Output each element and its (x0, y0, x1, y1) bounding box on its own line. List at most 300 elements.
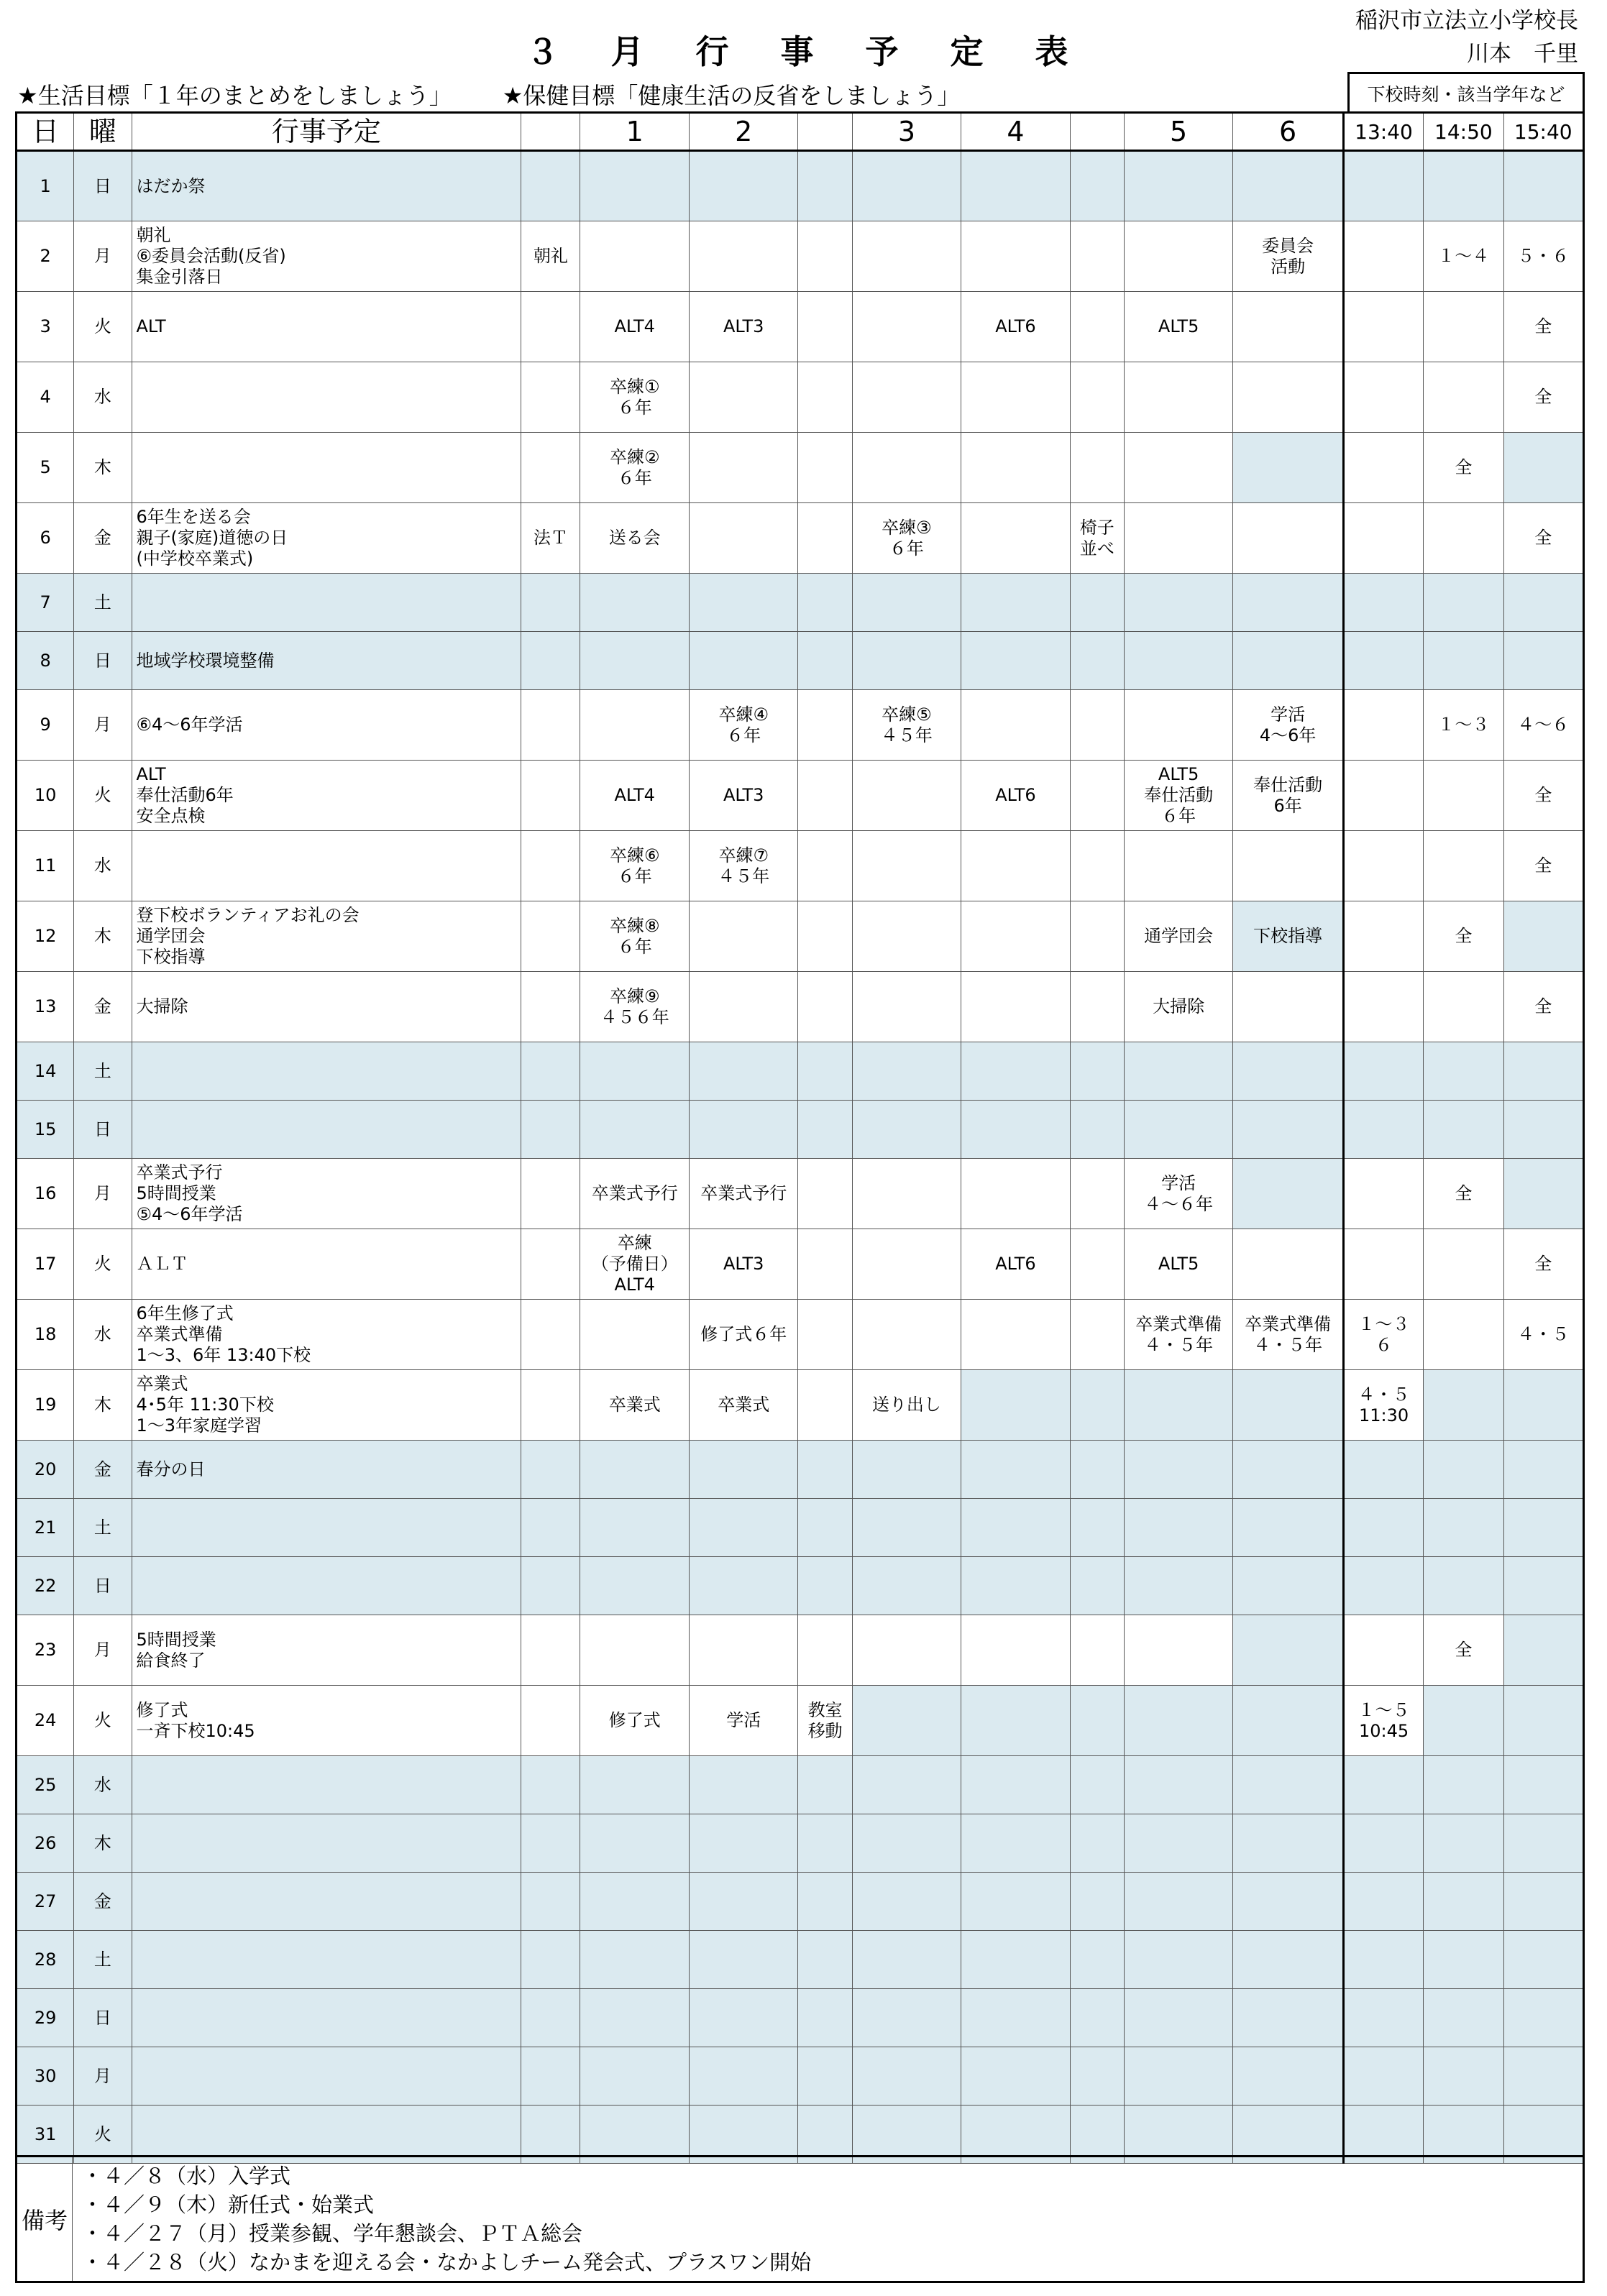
slot-p2 (689, 632, 797, 690)
table-row (17, 1756, 1584, 1814)
day-cell: 21 (17, 1499, 74, 1557)
slot-p5 (1124, 632, 1232, 690)
slot-p4 (961, 1499, 1070, 1557)
weekday-cell: 水 (74, 362, 132, 433)
weekday-cell: 金 (74, 503, 132, 574)
slot-p1 (580, 2047, 689, 2106)
header-period-5: 5 (1124, 113, 1232, 151)
slot-p4b (1070, 1229, 1124, 1300)
slot-t2 (1424, 1557, 1503, 1615)
weekday-cell: 土 (74, 1931, 132, 1989)
slot-p6 (1233, 433, 1343, 503)
slot-p4b (1070, 831, 1124, 901)
slot-p4b (1070, 362, 1124, 433)
note-item: ・４／２７（月）授業参観、学年懇談会、ＰＴＡ総会 (82, 2221, 583, 2246)
slot-p2b (798, 1499, 852, 1557)
slot-t2 (1424, 574, 1503, 632)
slot-pre (521, 1557, 580, 1615)
event-cell (132, 1873, 521, 1931)
slot-p3 (852, 1229, 961, 1300)
slot-p5: 大掃除 (1124, 972, 1232, 1042)
slot-t3: 全 (1503, 972, 1583, 1042)
slot-t3: 全 (1503, 1229, 1583, 1300)
table-row (17, 1931, 1584, 1989)
slot-p1 (580, 1441, 689, 1499)
slot-p5 (1124, 1873, 1232, 1931)
day-cell: 30 (17, 2047, 74, 2106)
slot-t3 (1503, 2047, 1583, 2106)
slot-t3: ４・５ (1503, 1300, 1583, 1370)
slot-t1: １～５ 10:45 (1343, 1686, 1423, 1756)
table-row (17, 831, 1584, 901)
slot-p3 (852, 632, 961, 690)
slot-t1 (1343, 1931, 1423, 1989)
slot-p4b (1070, 632, 1124, 690)
day-cell: 7 (17, 574, 74, 632)
slot-t2 (1424, 1756, 1503, 1814)
event-cell (132, 1042, 521, 1101)
slot-t2: 全 (1424, 1159, 1503, 1229)
day-cell: 27 (17, 1873, 74, 1931)
slot-p6 (1233, 1229, 1343, 1300)
slot-p6 (1233, 1686, 1343, 1756)
day-cell: 8 (17, 632, 74, 690)
monthly-goals (17, 78, 1010, 111)
slot-t1 (1343, 901, 1423, 972)
school-name: 稲沢市立法立小学校長 (1355, 8, 1578, 34)
slot-p2b (798, 1159, 852, 1229)
note-item: ・４／８（水）入学式 (82, 2164, 291, 2188)
day-cell: 4 (17, 362, 74, 433)
header-period-3: 3 (852, 113, 961, 151)
slot-p6: 委員会 活動 (1233, 221, 1343, 292)
notes-section (15, 2155, 1585, 2283)
day-cell: 24 (17, 1686, 74, 1756)
table-row (17, 1159, 1584, 1229)
slot-p4 (961, 1370, 1070, 1441)
slot-t3 (1503, 1814, 1583, 1873)
slot-t3 (1503, 1686, 1583, 1756)
table-row (17, 1989, 1584, 2047)
slot-p6 (1233, 1499, 1343, 1557)
slot-p3 (852, 1042, 961, 1101)
slot-t3: 全 (1503, 503, 1583, 574)
table-row (17, 690, 1584, 761)
slot-p2b (798, 433, 852, 503)
slot-p4 (961, 221, 1070, 292)
slot-p6 (1233, 972, 1343, 1042)
day-cell: 2 (17, 221, 74, 292)
slot-t2 (1424, 503, 1503, 574)
slot-p2: 卒練④ ６年 (689, 690, 797, 761)
event-cell: 卒業式予行 5時間授業 ⑤4～6年学活 (132, 1159, 521, 1229)
slot-t2: 全 (1424, 901, 1503, 972)
slot-t2 (1424, 1370, 1503, 1441)
slot-p5: 学活 ４～６年 (1124, 1159, 1232, 1229)
slot-p2 (689, 1756, 797, 1814)
slot-p2b (798, 1441, 852, 1499)
slot-t1 (1343, 632, 1423, 690)
slot-p4b (1070, 574, 1124, 632)
slot-p4b (1070, 1615, 1124, 1686)
slot-p1: 送る会 (580, 503, 689, 574)
slot-t1 (1343, 1042, 1423, 1101)
table-row (17, 1101, 1584, 1159)
slot-t1: １～３ ６ (1343, 1300, 1423, 1370)
table-row (17, 433, 1584, 503)
slot-p4b (1070, 1159, 1124, 1229)
table-row (17, 221, 1584, 292)
day-cell: 22 (17, 1557, 74, 1615)
table-row (17, 901, 1584, 972)
header-period-6: 6 (1233, 113, 1343, 151)
day-cell: 10 (17, 761, 74, 831)
slot-p1 (580, 1042, 689, 1101)
slot-p3: 卒練⑤ ４５年 (852, 690, 961, 761)
slot-p2 (689, 503, 797, 574)
slot-p1 (580, 632, 689, 690)
slot-pre (521, 1441, 580, 1499)
page-title: ３ 月 行 事 予 定 表 (526, 32, 1089, 71)
slot-t2 (1424, 292, 1503, 362)
event-cell: 卒業式 4･5年 11:30下校 1～3年家庭学習 (132, 1370, 521, 1441)
dismissal-time-label: 下校時刻・該当学年など (1347, 72, 1585, 112)
slot-p5 (1124, 503, 1232, 574)
slot-p1: ALT4 (580, 761, 689, 831)
slot-p4 (961, 574, 1070, 632)
day-cell: 12 (17, 901, 74, 972)
slot-p3 (852, 433, 961, 503)
header-break-4 (1070, 113, 1124, 151)
slot-t1 (1343, 574, 1423, 632)
slot-p3 (852, 151, 961, 221)
slot-p2b (798, 221, 852, 292)
slot-p4 (961, 1042, 1070, 1101)
slot-pre (521, 2047, 580, 2106)
slot-p2b (798, 1229, 852, 1300)
slot-p5 (1124, 1101, 1232, 1159)
slot-p4: ALT6 (961, 1229, 1070, 1300)
slot-p5 (1124, 2047, 1232, 2106)
slot-t3: 全 (1503, 292, 1583, 362)
slot-p2 (689, 221, 797, 292)
slot-p2b (798, 1042, 852, 1101)
slot-p1 (580, 1873, 689, 1931)
slot-t1 (1343, 221, 1423, 292)
slot-p2b (798, 151, 852, 221)
slot-p4 (961, 362, 1070, 433)
table-row (17, 1557, 1584, 1615)
event-cell (132, 1756, 521, 1814)
slot-p3 (852, 2047, 961, 2106)
slot-p6: 学活 4～6年 (1233, 690, 1343, 761)
slot-p4b (1070, 1557, 1124, 1615)
slot-pre (521, 690, 580, 761)
slot-p2: 学活 (689, 1686, 797, 1756)
slot-p6 (1233, 1989, 1343, 2047)
header-period-2: 2 (689, 113, 797, 151)
table-row (17, 1615, 1584, 1686)
weekday-cell: 日 (74, 632, 132, 690)
slot-p4 (961, 1989, 1070, 2047)
slot-p5 (1124, 1814, 1232, 1873)
slot-p4b (1070, 2047, 1124, 2106)
slot-p6 (1233, 1814, 1343, 1873)
slot-p5 (1124, 433, 1232, 503)
slot-t1 (1343, 362, 1423, 433)
slot-t3 (1503, 1042, 1583, 1101)
slot-p6 (1233, 362, 1343, 433)
slot-p3 (852, 1989, 961, 2047)
day-cell: 6 (17, 503, 74, 574)
slot-p2b (798, 901, 852, 972)
header-events: 行事予定 (132, 113, 521, 151)
slot-p4b (1070, 151, 1124, 221)
slot-t1 (1343, 1499, 1423, 1557)
slot-p3 (852, 1931, 961, 1989)
slot-t1 (1343, 1229, 1423, 1300)
header-time-1340: 13:40 (1343, 113, 1423, 151)
life-goal: ★生活目標「１年のまとめをしましょう」 (17, 82, 452, 109)
slot-t3 (1503, 433, 1583, 503)
event-cell: 6年生修了式 卒業式準備 1～3、6年 13:40下校 (132, 1300, 521, 1370)
slot-p1 (580, 1101, 689, 1159)
slot-pre (521, 1931, 580, 1989)
event-cell (132, 2047, 521, 2106)
slot-p3: 卒練③ ６年 (852, 503, 961, 574)
event-cell: 5時間授業 給食終了 (132, 1615, 521, 1686)
slot-p3 (852, 362, 961, 433)
slot-p3 (852, 901, 961, 972)
slot-p5 (1124, 1931, 1232, 1989)
slot-pre (521, 1756, 580, 1814)
slot-t3: 全 (1503, 831, 1583, 901)
slot-p2b (798, 1300, 852, 1370)
event-cell: ALT 奉仕活動6年 安全点検 (132, 761, 521, 831)
day-cell: 19 (17, 1370, 74, 1441)
table-row (17, 1042, 1584, 1101)
slot-p3 (852, 292, 961, 362)
slot-p4b (1070, 761, 1124, 831)
slot-t2: １～３ (1424, 690, 1503, 761)
event-cell (132, 362, 521, 433)
day-cell: 16 (17, 1159, 74, 1229)
slot-t1 (1343, 1756, 1423, 1814)
slot-p6 (1233, 1557, 1343, 1615)
slot-p4b (1070, 292, 1124, 362)
slot-p2b (798, 1989, 852, 2047)
slot-t2 (1424, 632, 1503, 690)
slot-p5 (1124, 690, 1232, 761)
notes-list (82, 2162, 811, 2277)
event-cell (132, 1931, 521, 1989)
slot-p2: ALT3 (689, 292, 797, 362)
event-cell (132, 1557, 521, 1615)
slot-t3: ５・６ (1503, 221, 1583, 292)
slot-p4 (961, 1814, 1070, 1873)
header-period-1: 1 (580, 113, 689, 151)
slot-t2 (1424, 2047, 1503, 2106)
slot-pre (521, 901, 580, 972)
header-day: 日 (17, 113, 74, 151)
slot-p1 (580, 1499, 689, 1557)
slot-pre (521, 292, 580, 362)
day-cell: 11 (17, 831, 74, 901)
slot-p3 (852, 1814, 961, 1873)
slot-p4 (961, 503, 1070, 574)
slot-pre (521, 1686, 580, 1756)
slot-p2b (798, 1814, 852, 1873)
weekday-cell: 水 (74, 1300, 132, 1370)
slot-t1 (1343, 690, 1423, 761)
slot-p4 (961, 2047, 1070, 2106)
slot-p2: 卒業式 (689, 1370, 797, 1441)
weekday-cell: 火 (74, 292, 132, 362)
slot-p3 (852, 1441, 961, 1499)
slot-p3 (852, 1101, 961, 1159)
slot-p2 (689, 1814, 797, 1873)
slot-pre (521, 1873, 580, 1931)
table-row (17, 761, 1584, 831)
slot-p4: ALT6 (961, 292, 1070, 362)
slot-t3: 全 (1503, 362, 1583, 433)
slot-p2b (798, 632, 852, 690)
weekday-cell: 日 (74, 1557, 132, 1615)
slot-p2b (798, 1370, 852, 1441)
slot-p4b (1070, 1931, 1124, 1989)
slot-t3 (1503, 574, 1583, 632)
slot-pre (521, 433, 580, 503)
slot-t2 (1424, 151, 1503, 221)
slot-t1 (1343, 1989, 1423, 2047)
table-row (17, 151, 1584, 221)
slot-p6 (1233, 1042, 1343, 1101)
table-row (17, 1229, 1584, 1300)
slot-p3 (852, 1159, 961, 1229)
slot-p2: ALT3 (689, 761, 797, 831)
header-time-1450: 14:50 (1424, 113, 1503, 151)
slot-p6: 卒業式準備 ４・５年 (1233, 1300, 1343, 1370)
slot-p1 (580, 574, 689, 632)
slot-p2 (689, 1441, 797, 1499)
slot-p3: 送り出し (852, 1370, 961, 1441)
slot-p3 (852, 831, 961, 901)
weekday-cell: 木 (74, 433, 132, 503)
day-cell: 3 (17, 292, 74, 362)
slot-p4b (1070, 972, 1124, 1042)
slot-p5: ALT5 (1124, 1229, 1232, 1300)
slot-p1: 卒業式 (580, 1370, 689, 1441)
day-cell: 15 (17, 1101, 74, 1159)
slot-p2b (798, 574, 852, 632)
weekday-cell: 水 (74, 831, 132, 901)
slot-p5 (1124, 1042, 1232, 1101)
slot-pre (521, 1370, 580, 1441)
event-cell (132, 1499, 521, 1557)
event-cell (132, 1814, 521, 1873)
day-cell: 23 (17, 1615, 74, 1686)
slot-pre (521, 574, 580, 632)
slot-t2 (1424, 1931, 1503, 1989)
slot-t2 (1424, 972, 1503, 1042)
slot-p3 (852, 574, 961, 632)
event-cell: 春分の日 (132, 1441, 521, 1499)
day-cell: 28 (17, 1931, 74, 1989)
slot-p4b (1070, 1499, 1124, 1557)
slot-p4 (961, 433, 1070, 503)
slot-p2 (689, 901, 797, 972)
slot-p4 (961, 1557, 1070, 1615)
slot-p1: 卒練⑥ ６年 (580, 831, 689, 901)
event-cell (132, 574, 521, 632)
weekday-cell: 木 (74, 1814, 132, 1873)
event-cell: 朝礼 ⑥委員会活動(反省) 集金引落日 (132, 221, 521, 292)
slot-p5: ALT5 (1124, 292, 1232, 362)
slot-p1 (580, 1615, 689, 1686)
slot-p5: 卒業式準備 ４・５年 (1124, 1300, 1232, 1370)
slot-p3 (852, 972, 961, 1042)
slot-p3 (852, 221, 961, 292)
table-row (17, 1873, 1584, 1931)
slot-p3 (852, 1756, 961, 1814)
table-row (17, 1300, 1584, 1370)
slot-p1 (580, 151, 689, 221)
slot-p1: ALT4 (580, 292, 689, 362)
slot-t2 (1424, 1873, 1503, 1931)
slot-t1 (1343, 433, 1423, 503)
day-cell: 26 (17, 1814, 74, 1873)
slot-p6: 下校指導 (1233, 901, 1343, 972)
slot-p2: 修了式６年 (689, 1300, 797, 1370)
event-cell: はだか祭 (132, 151, 521, 221)
slot-t3 (1503, 1499, 1583, 1557)
slot-p4b (1070, 1042, 1124, 1101)
slot-p5 (1124, 574, 1232, 632)
slot-p4b (1070, 1873, 1124, 1931)
weekday-cell: 月 (74, 2047, 132, 2106)
slot-p1 (580, 1557, 689, 1615)
slot-p2b (798, 761, 852, 831)
weekday-cell: 木 (74, 1370, 132, 1441)
slot-p4 (961, 831, 1070, 901)
day-cell: 20 (17, 1441, 74, 1499)
slot-p5: 通学団会 (1124, 901, 1232, 972)
slot-t2 (1424, 761, 1503, 831)
slot-p2b (798, 1615, 852, 1686)
slot-p4 (961, 972, 1070, 1042)
slot-t2 (1424, 1300, 1503, 1370)
slot-t3 (1503, 1989, 1583, 2047)
slot-p6: 奉仕活動 6年 (1233, 761, 1343, 831)
slot-p6 (1233, 831, 1343, 901)
slot-t2 (1424, 1042, 1503, 1101)
slot-p1: 卒練① ６年 (580, 362, 689, 433)
weekday-cell: 水 (74, 1756, 132, 1814)
slot-p4 (961, 1300, 1070, 1370)
slot-p2 (689, 1499, 797, 1557)
slot-p2b (798, 2047, 852, 2106)
slot-pre (521, 761, 580, 831)
slot-t3 (1503, 1756, 1583, 1814)
slot-p5 (1124, 221, 1232, 292)
slot-p5 (1124, 151, 1232, 221)
weekday-cell: 火 (74, 1686, 132, 1756)
slot-p4 (961, 1615, 1070, 1686)
slot-pre: 法Ｔ (521, 503, 580, 574)
slot-pre (521, 1615, 580, 1686)
weekday-cell: 月 (74, 1159, 132, 1229)
table-row (17, 503, 1584, 574)
